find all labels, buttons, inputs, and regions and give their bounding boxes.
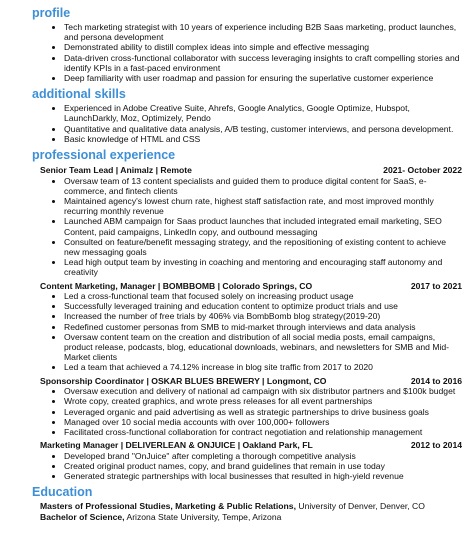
education-heading: Education <box>32 485 93 500</box>
list-item: • Maintained agency's lowest churn rate, highest staff satisfaction rate, and most improved monthly recurring monthly revenue <box>64 196 462 216</box>
job-header <box>40 281 462 292</box>
job-duties <box>40 386 462 437</box>
school: University of Denver, Denver, CO <box>295 501 425 512</box>
job-dates: 2017 to 2021 <box>410 280 462 291</box>
degree: Masters of Professional Studies, Marketing & Public Relations, <box>40 501 296 512</box>
skills-list <box>40 103 462 144</box>
job-header <box>40 440 462 451</box>
job-dates: 2012 to 2014 <box>410 440 462 451</box>
job-duties <box>40 176 462 278</box>
list-item: • Launched ABM campaign for Saas product launches that included integrated email marketing, SEO Content, paid campaigns, LinkedIn copy, and outbound messaging <box>64 216 462 236</box>
list-item: • Redefined customer personas from SMB to mid-market through interviews and data analysis <box>64 322 462 332</box>
list-item: • Quantitative and qualitative data analysis, A/B testing, customer interviews, and persona development. <box>64 124 462 134</box>
skills-section <box>32 87 462 144</box>
list-item: • Lead high output team by investing in coaching and mentoring and encouraging staff autonomy and creativity <box>64 257 462 277</box>
list-item: • Developed brand "OnJuice" after completing a thorough competitive analysis <box>64 451 462 461</box>
list-item: • Tech marketing strategist with 10 years of experience including B2B Saas marketing, product launches, and persona development <box>64 22 462 42</box>
list-item: • Oversaw content team on the creation and distribution of all social media posts, email campaigns, product release, podcasts, blog, educational downloads, webinars, and newsletters for SMB and Mid-Market clients <box>64 332 462 363</box>
education-entry <box>40 512 462 523</box>
list-item: • Led a team that achieved a 74.12% increase in blog site traffic from 2017 to 2020 <box>64 362 462 372</box>
job-duties <box>40 291 462 373</box>
list-item: • Successfully leveraged training and education content to optimize product trials and use <box>64 301 462 311</box>
job-entry <box>40 281 462 373</box>
list-item: • Managed over 10 social media accounts with over 100,000+ followers <box>64 417 462 427</box>
job-title: Senior Team Lead | Animalz | Remote <box>40 165 192 176</box>
skills-heading: additional skills <box>32 87 126 102</box>
list-item: • Basic knowledge of HTML and CSS <box>64 134 462 144</box>
degree: Bachelor of Science, <box>40 511 125 522</box>
job-dates: 2021- October 2022 <box>383 165 462 176</box>
job-duties <box>40 451 462 482</box>
job-title: Content Marketing, Manager | BOMBBOMB | Colorado Springs, CO <box>40 280 313 291</box>
list-item: • Created original product names, copy, and brand guidelines that remain in use today <box>64 461 462 471</box>
list-item: • Wrote copy, created graphics, and wrote press releases for all event partnerships <box>64 396 462 406</box>
list-item: • Oversaw execution and delivery of national ad campaign with six distributor partners and $100k budget <box>64 386 462 396</box>
job-dates: 2014 to 2016 <box>410 375 462 386</box>
job-title: Sponsorship Coordinator | OSKAR BLUES BREWERY | Longmont, CO <box>40 375 327 386</box>
job-header <box>40 376 462 387</box>
list-item: • Experienced in Adobe Creative Suite, Ahrefs, Google Analytics, Google Optimize, Hubspot, LaunchDarkly, Moz, Optimizely, Pendo <box>64 103 462 123</box>
list-item: • Demonstrated ability to distill complex ideas into simple and effective messaging <box>64 42 462 52</box>
experience-heading: professional experience <box>32 148 176 163</box>
job-title: Marketing Manager | DELIVERLEAN & ONJUICE | Oakland Park, FL <box>40 440 313 451</box>
education-entry <box>40 501 462 512</box>
list-item: • Deep familiarity with user roadmap and passion for ensuring the superlative customer experience <box>64 73 462 83</box>
education-section <box>32 485 462 522</box>
list-item: • Increased the number of free trials by 406% via BombBomb blog strategy(2019-20) <box>64 311 462 321</box>
profile-heading: profile <box>32 6 71 20</box>
profile-section <box>32 6 462 84</box>
list-item: • Generated strategic partnerships with local businesses that resulted in high-yield revenue <box>64 471 462 481</box>
job-entry <box>40 440 462 481</box>
list-item: • Led a cross-functional team that focused solely on increasing product usage <box>64 291 462 301</box>
list-item: • Leveraged organic and paid advertising as well as strategic partnerships to drive business goals <box>64 407 462 417</box>
list-item: • Facilitated cross-functional collaboration for contract negotiation and relationship management <box>64 427 462 437</box>
experience-section <box>32 148 462 482</box>
job-entry <box>40 165 462 278</box>
school: Arizona State University, Tempe, Arizona <box>124 511 282 522</box>
list-item: • Consulted on feature/benefit messaging strategy, and the repositioning of existing content to achieve new messaging goals <box>64 237 462 257</box>
list-item: • Data-driven cross-functional collaborator with success leveraging insights to craft compelling stories and identify KPIs in a fast-paced environment <box>64 53 462 73</box>
profile-list <box>40 22 462 83</box>
list-item: • Oversaw team of 13 content specialists and guided them to produce digital content for SaaS, e-commerce, and fintech clients <box>64 176 462 196</box>
job-entry <box>40 376 462 438</box>
job-header <box>40 165 462 176</box>
